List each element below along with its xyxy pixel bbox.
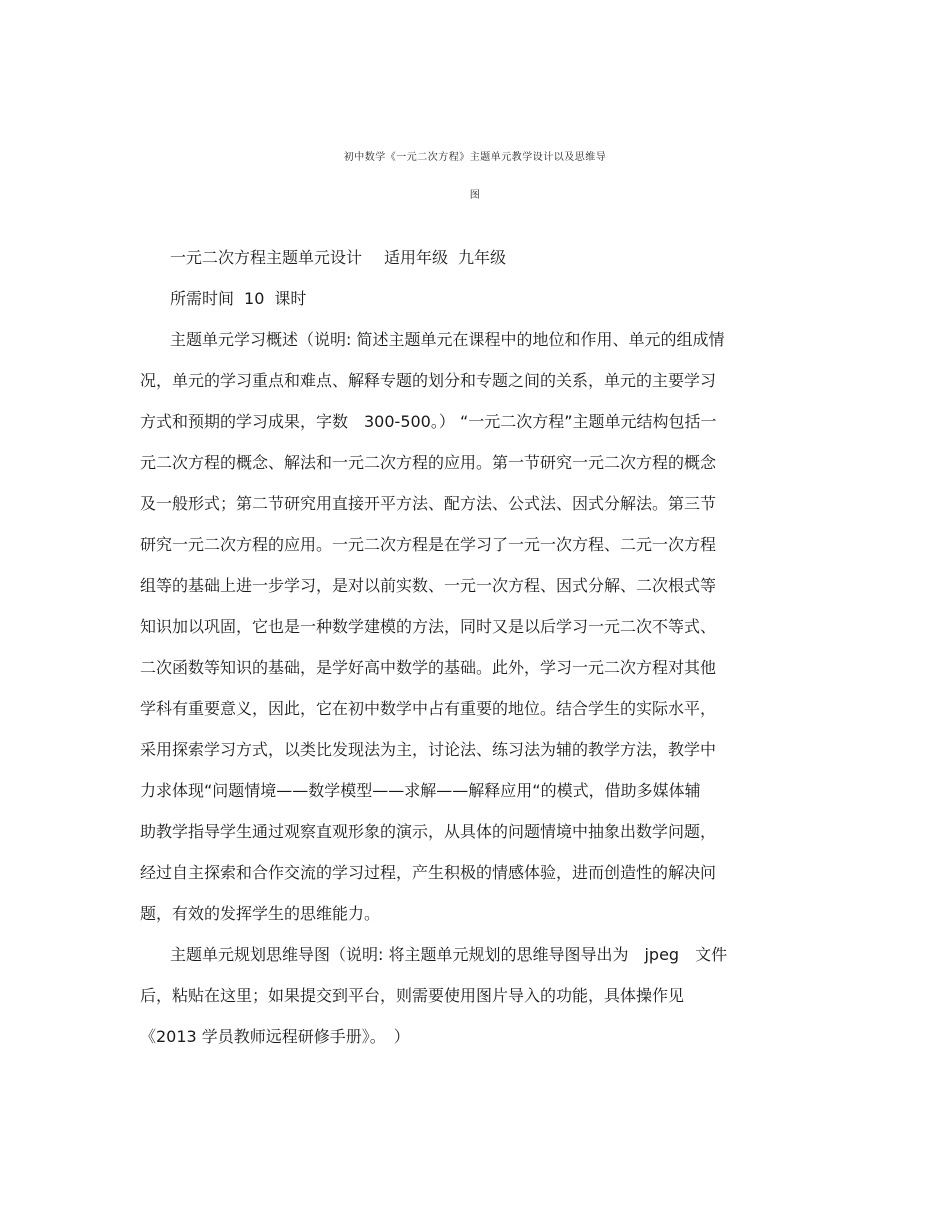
overview-line: 题，有效的发挥学生的思维能力。	[140, 904, 381, 923]
overview-line: 及一般形式；第二节研究用直接开平方法、配方法、公式法、因式分解法。第三节	[140, 494, 717, 513]
overview-line: 元二次方程的概念、解法和一元二次方程的应用。第一节研究一元二次方程的概念	[140, 453, 717, 472]
overview-line: 二次函数等知识的基础，是学好高中数学的基础。此外，学习一元二次方程对其他	[140, 658, 717, 677]
time-label: 所需时间	[170, 289, 235, 308]
mindmap-line: 后，粘贴在这里；如果提交到平台，则需要使用图片导入的功能，具体操作见	[140, 986, 685, 1005]
unit-meta-row	[170, 246, 506, 270]
overview-line: 助教学指导学生通过观察直观形象的演示，从具体的问题情境中抽象出数学问题，	[140, 822, 717, 841]
overview-line: 况，单元的学习重点和难点、解释专题的划分和专题之间的关系，单元的主要学习	[140, 371, 717, 390]
grade-value: 九年级	[458, 248, 507, 267]
mindmap-line: 主题单元规划思维导图（说明: 将主题单元规划的思维导图导出为 jpeg 文件	[170, 945, 728, 964]
overview-line: 采用探索学习方式，以类比发现法为主，讨论法、练习法为辅的教学方法，教学中	[140, 740, 717, 759]
time-unit: 课时	[274, 289, 307, 308]
overview-line: 经过自主探索和合作交流的学习过程，产生积极的情感体验，进而创造性的解决问	[140, 863, 717, 882]
time-value: 10	[244, 289, 265, 308]
overview-line: 学科有重要意义，因此，它在初中数学中占有重要的地位。结合学生的实际水平，	[140, 699, 717, 718]
grade-label: 适用年级	[384, 248, 449, 267]
document-title-line-2: 图	[469, 190, 481, 201]
document-title-line-1: 初中数学《一元二次方程》主题单元教学设计以及思维导	[343, 152, 607, 163]
time-meta-row	[170, 287, 306, 311]
overview-line: 力求体现“问题情境——数学模型——求解——解释应用“的模式，借助多媒体辅	[140, 781, 701, 800]
mindmap-line: 《2013 学员教师远程研修手册》。 ）	[140, 1027, 410, 1046]
overview-line: 方式和预期的学习成果，字数 300-500。） “一元二次方程”主题单元结构包括一	[140, 412, 717, 431]
overview-line: 组等的基础上进一步学习，是对以前实数、一元一次方程、因式分解、二次根式等	[140, 576, 717, 595]
overview-line: 知识加以巩固，它也是一种数学建模的方法，同时又是以后学习一元二次不等式、	[140, 617, 717, 636]
unit-name: 一元二次方程主题单元设计	[170, 248, 363, 267]
overview-line: 研究一元二次方程的应用。一元二次方程是在学习了一元一次方程、二元一次方程	[140, 535, 717, 554]
overview-line: 主题单元学习概述（说明: 简述主题单元在课程中的地位和作用、单元的组成情	[170, 330, 725, 349]
